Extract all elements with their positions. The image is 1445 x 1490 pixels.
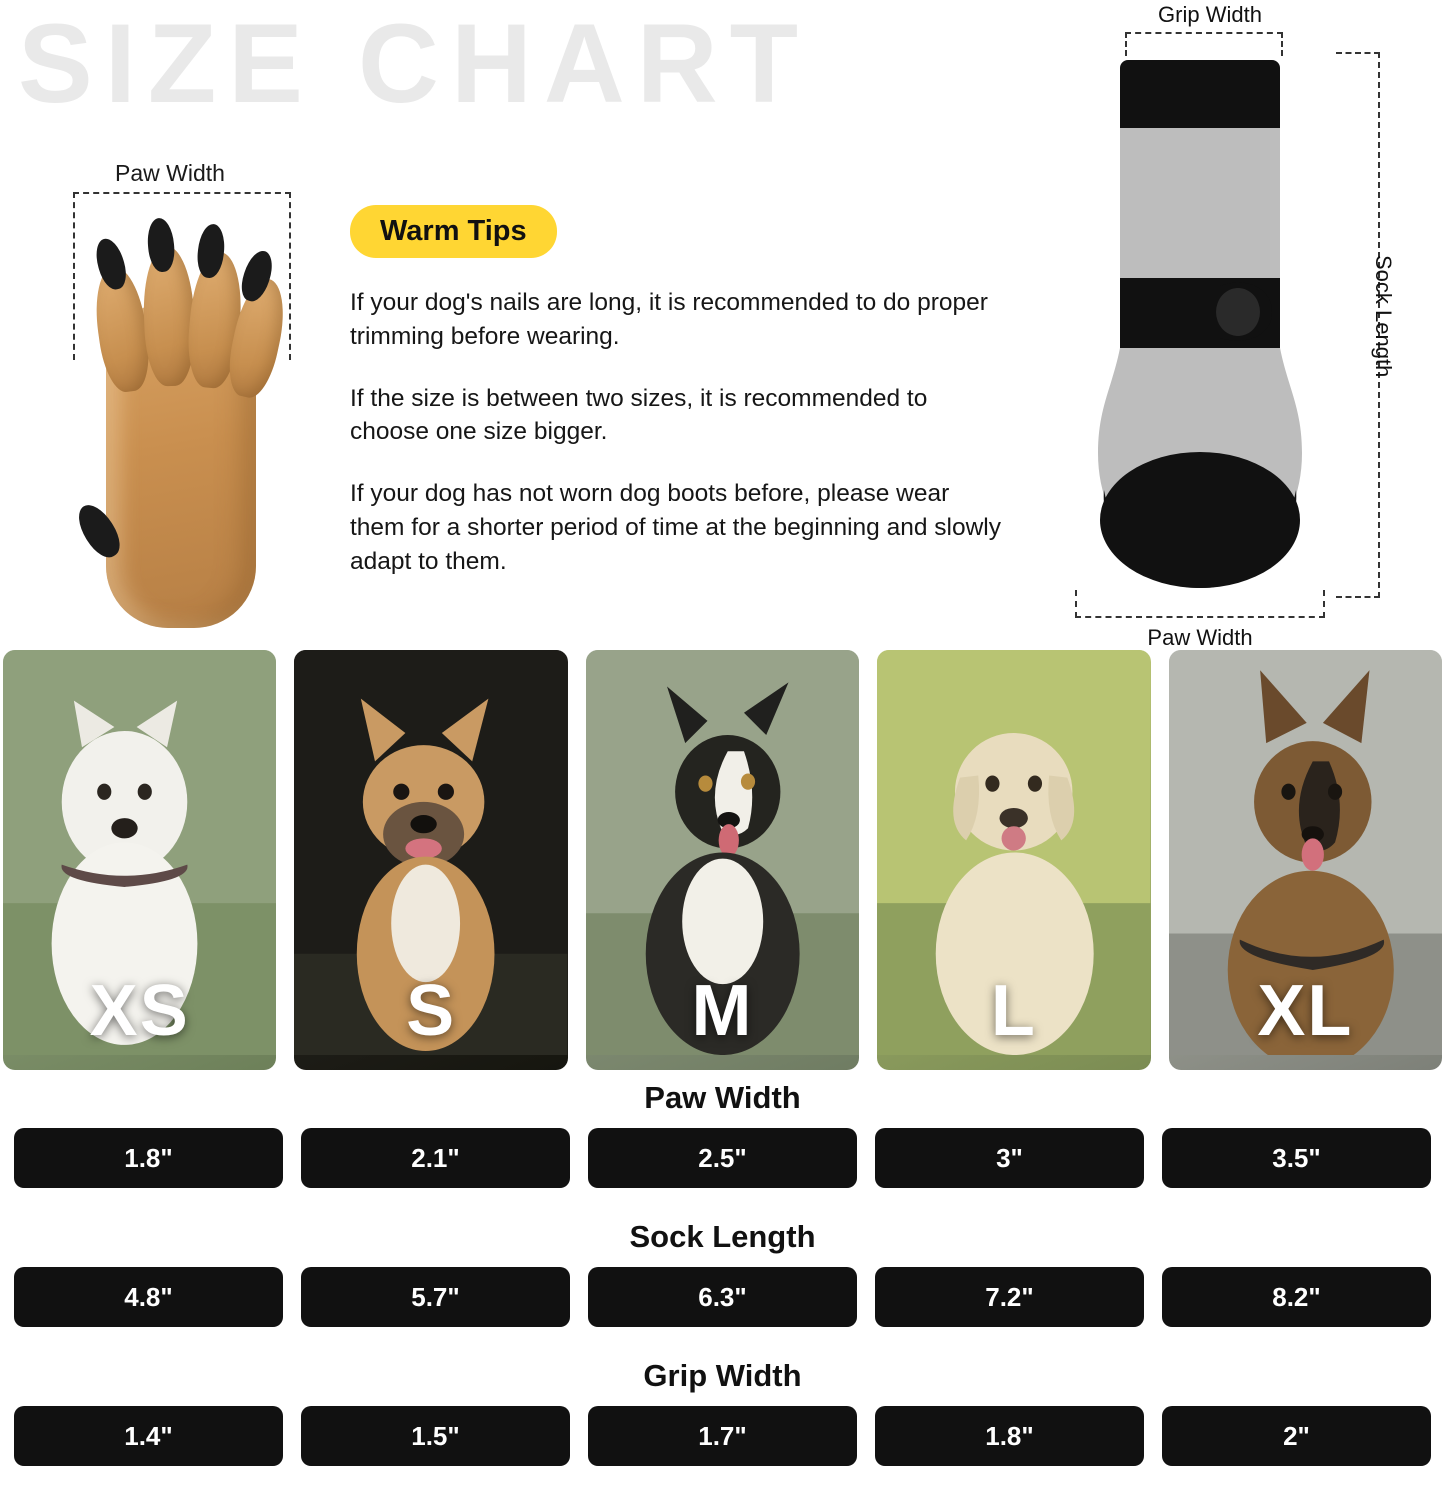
boot-diagram — [1040, 0, 1440, 660]
size-label-xl: XL — [1257, 971, 1354, 1051]
size-label-s: S — [406, 971, 457, 1051]
measure-value-paw-m: 2.5" — [588, 1128, 857, 1188]
paw-width-illustration — [20, 160, 310, 650]
paw-width-dimension-bracket-bottom — [1075, 590, 1325, 618]
warm-tip-2: If the size is between two sizes, it is recommended to choose one size bigger. — [350, 384, 928, 446]
measure-row-grip-width — [0, 1406, 1445, 1466]
measure-value-paw-xs: 1.8" — [14, 1128, 283, 1188]
top-info-area — [0, 0, 1445, 650]
measure-value-sock-l: 7.2" — [875, 1267, 1144, 1327]
sock-length-label: Sock Length — [1371, 255, 1396, 378]
paw-width-label: Paw Width — [115, 160, 225, 186]
measure-row-paw-width — [0, 1128, 1445, 1188]
measure-title-paw-width: Paw Width — [644, 1080, 801, 1115]
measure-value-grip-xs: 1.4" — [14, 1406, 283, 1466]
page-title: SIZE CHART — [18, 1, 810, 126]
warm-tip-3: If your dog has not worn dog boots before, please wear them for a shorter period of time at the beginning and slowly adapt to them. — [350, 480, 1001, 575]
size-label-l: L — [990, 971, 1037, 1051]
size-card-s — [294, 650, 567, 1070]
boot-illustration — [1070, 50, 1330, 598]
measure-value-paw-l: 3" — [875, 1128, 1144, 1188]
size-card-xl — [1169, 650, 1442, 1070]
measure-value-paw-xl: 3.5" — [1162, 1128, 1431, 1188]
boot-paw-width-label: Paw Width — [1147, 625, 1253, 650]
size-label-xs: XS — [89, 971, 190, 1051]
measure-value-grip-xl: 2" — [1162, 1406, 1431, 1466]
measure-value-grip-s: 1.5" — [301, 1406, 570, 1466]
measure-section-paw-width — [0, 1080, 1445, 1188]
measure-title-sock-length: Sock Length — [629, 1219, 816, 1254]
warm-tips-badge: Warm Tips — [350, 205, 557, 258]
measure-value-grip-m: 1.7" — [588, 1406, 857, 1466]
measure-value-sock-s: 5.7" — [301, 1267, 570, 1327]
measure-section-sock-length — [0, 1219, 1445, 1327]
measure-title-grip-width: Grip Width — [643, 1358, 802, 1393]
measure-row-sock-length — [0, 1267, 1445, 1327]
size-card-m — [586, 650, 859, 1070]
size-label-m: M — [691, 971, 754, 1051]
measure-value-sock-m: 6.3" — [588, 1267, 857, 1327]
size-card-xs — [3, 650, 276, 1070]
measure-value-sock-xs: 4.8" — [14, 1267, 283, 1327]
size-card-l — [877, 650, 1150, 1070]
grip-width-label: Grip Width — [1158, 2, 1262, 27]
warm-tip-1: If your dog's nails are long, it is recommended to do proper trimming before wearing. — [350, 289, 988, 350]
measure-value-grip-l: 1.8" — [875, 1406, 1144, 1466]
measure-value-sock-xl: 8.2" — [1162, 1267, 1431, 1327]
dog-paw-photo — [48, 202, 316, 647]
measure-section-grip-width — [0, 1358, 1445, 1466]
size-photo-strip — [0, 650, 1445, 1070]
measure-value-paw-s: 2.1" — [301, 1128, 570, 1188]
warm-tips-block — [350, 205, 1030, 579]
